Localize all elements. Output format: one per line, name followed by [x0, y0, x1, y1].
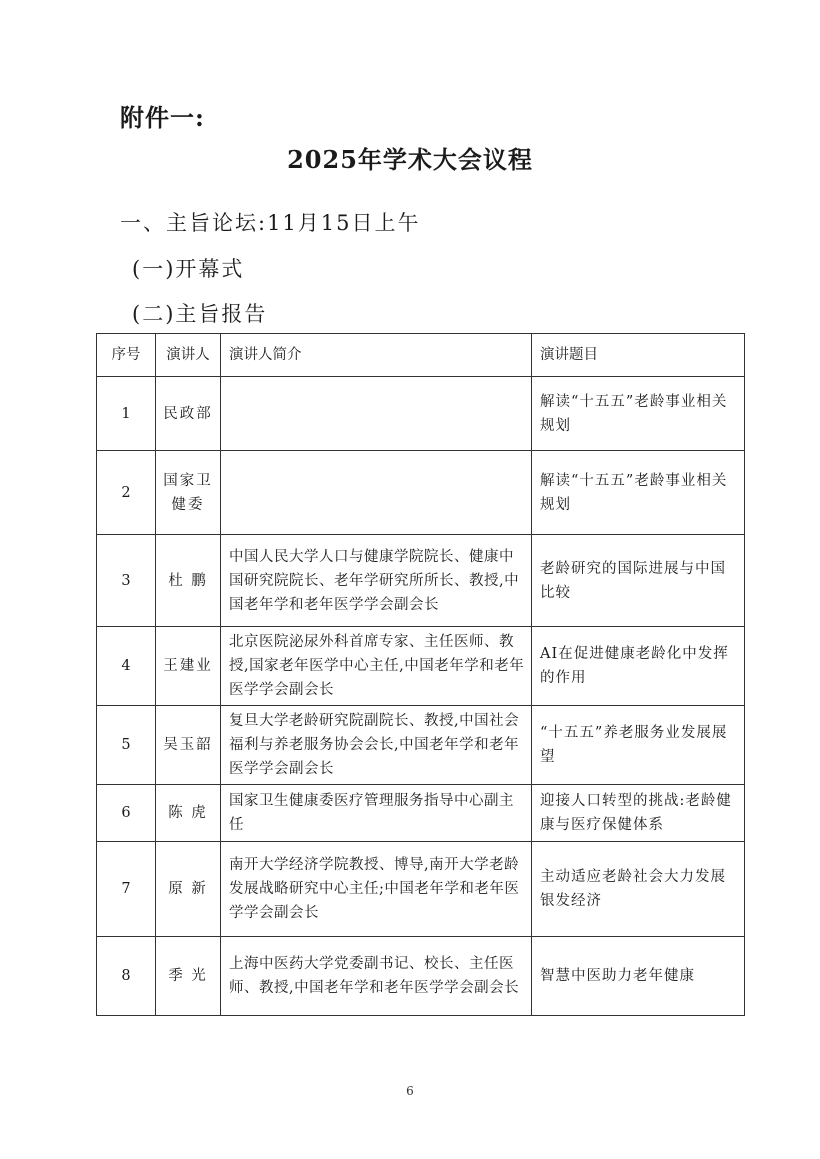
- row-speaker: [156, 706, 221, 785]
- row-speaker: [156, 535, 221, 627]
- row-speaker: [156, 842, 221, 937]
- topic-text: 智慧中医助力老年健康: [540, 968, 695, 984]
- section-main-forum: 一、主旨论坛:11月15日上午: [120, 211, 421, 235]
- topic-text: 老龄研究的国际进展与中国比较: [540, 560, 726, 601]
- table-row: [97, 627, 745, 706]
- row-no: 6: [97, 785, 156, 842]
- topic-text: AI在促进健康老龄化中发挥的作用: [540, 646, 729, 686]
- bio-text: 复旦大学老龄研究院副院长、教授,中国社会福利与养老服务协会会长,中国老年学和老年医学学会副会长: [229, 713, 520, 777]
- row-speaker: [156, 937, 221, 1016]
- table-row: [97, 785, 745, 842]
- row-topic: [532, 627, 745, 706]
- row-bio: [221, 377, 532, 451]
- row-topic: [532, 937, 745, 1016]
- table-row: [97, 842, 745, 937]
- row-no: 2: [97, 451, 156, 535]
- row-speaker: [156, 377, 221, 451]
- speaker-name: 杜 鹏: [168, 572, 208, 589]
- speaker-name: 季 光: [168, 968, 208, 984]
- agenda-table: [96, 333, 745, 1016]
- section-keynote: (二)主旨报告: [132, 302, 268, 326]
- topic-text: 解读“十五五”老龄事业相关规划: [540, 393, 728, 434]
- speaker-name: 国家卫健委: [163, 472, 213, 513]
- table-header-row: [97, 334, 745, 377]
- bio-text: 国家卫生健康委医疗管理服务指导中心副主任: [229, 793, 514, 833]
- row-bio: [221, 842, 532, 937]
- row-no: 8: [97, 937, 156, 1016]
- speaker-name: 吴玉韶: [163, 737, 213, 753]
- row-speaker: [156, 785, 221, 842]
- row-topic: [532, 842, 745, 937]
- page-number: 6: [406, 1084, 414, 1098]
- row-topic: [532, 785, 745, 842]
- header-no: 序号: [97, 334, 156, 377]
- bio-text: 上海中医药大学党委副书记、校长、主任医师、教授,中国老年学和老年医学学会副会长: [229, 956, 520, 996]
- row-bio: [221, 785, 532, 842]
- table-row: [97, 451, 745, 535]
- topic-text: 迎接人口转型的挑战:老龄健康与医疗保健体系: [540, 793, 732, 833]
- topic-text: 解读“十五五”老龄事业相关规划: [540, 472, 728, 513]
- row-speaker: [156, 451, 221, 535]
- topic-text: 主动适应老龄社会大力发展银发经济: [540, 869, 726, 909]
- row-no: 1: [97, 377, 156, 451]
- row-bio: [221, 706, 532, 785]
- table-row: [97, 535, 745, 627]
- row-no: 4: [97, 627, 156, 706]
- attachment-label: 附件一:: [120, 103, 205, 132]
- row-speaker: [156, 627, 221, 706]
- table-row: [97, 937, 745, 1016]
- row-topic: [532, 451, 745, 535]
- section-opening: (一)开幕式: [132, 257, 245, 281]
- row-topic: [532, 377, 745, 451]
- row-bio: [221, 535, 532, 627]
- speaker-name: 民政部: [163, 405, 213, 422]
- topic-text: “十五五”养老服务业发展展望: [540, 725, 728, 765]
- header-speaker: 演讲人: [156, 334, 221, 377]
- table-row: [97, 377, 745, 451]
- row-bio: [221, 627, 532, 706]
- header-bio: 演讲人简介: [221, 334, 532, 377]
- bio-text: 南开大学经济学院教授、博导,南开大学老龄发展战略研究中心主任;中国老年学和老年医学学会副会长: [229, 857, 520, 921]
- row-bio: [221, 937, 532, 1016]
- row-topic: [532, 535, 745, 627]
- speaker-name: 原 新: [168, 881, 208, 897]
- bio-text: 中国人民大学人口与健康学院院长、健康中国研究院院长、老年学研究所所长、教授,中国老年学和老年医学学会副会长: [229, 548, 520, 613]
- table-row: [97, 706, 745, 785]
- row-no: 3: [97, 535, 156, 627]
- header-topic: 演讲题目: [532, 334, 745, 377]
- bio-text: 北京医院泌尿外科首席专家、主任医师、教授,国家老年医学中心主任,中国老年学和老年医学学会副会长: [229, 634, 525, 698]
- speaker-name: 陈 虎: [168, 805, 208, 821]
- row-no: 7: [97, 842, 156, 937]
- speaker-name: 王建业: [163, 658, 213, 674]
- row-no: 5: [97, 706, 156, 785]
- row-topic: [532, 706, 745, 785]
- row-bio: [221, 451, 532, 535]
- page-title: 2025年学术大会议程: [287, 145, 533, 174]
